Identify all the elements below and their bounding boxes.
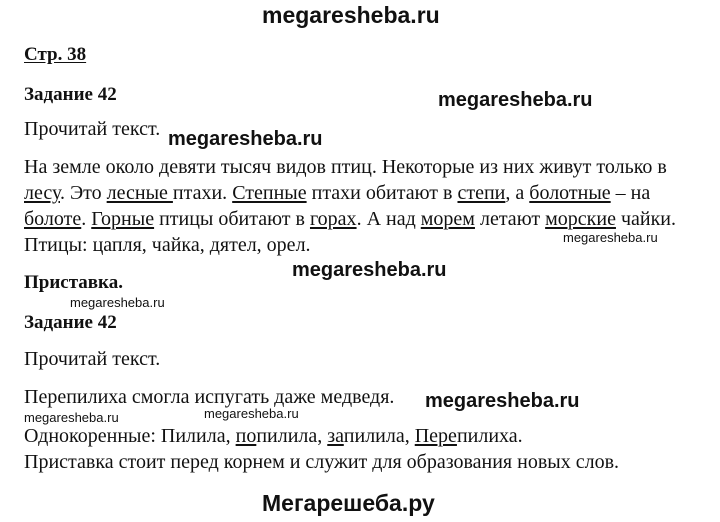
underlined-word: степи xyxy=(457,182,506,204)
underlined-word: горах xyxy=(309,208,357,230)
instruction-1: Прочитай текст. xyxy=(24,118,161,140)
text-run: пилила, xyxy=(256,425,328,447)
instruction-2: Прочитай текст. xyxy=(24,348,161,370)
watermark-mid-3: megaresheba.ru xyxy=(425,390,580,412)
paragraph-1-line-3 xyxy=(24,206,676,232)
paragraph-2-line-2 xyxy=(24,423,523,449)
watermark-small-1: megaresheba.ru xyxy=(563,230,658,245)
underlined-word: лесные xyxy=(106,182,173,204)
section-heading-prefix: Приставка. xyxy=(24,272,123,293)
page-label-text: Стр. 38 xyxy=(24,44,87,65)
watermark-inline-1: megaresheba.ru xyxy=(168,128,323,150)
underlined-word: Горные xyxy=(91,208,155,230)
text-run: летают xyxy=(474,208,546,230)
text-run: На земле около девяти тысяч видов птиц. Некоторые из них живут только в xyxy=(24,156,667,178)
task-title-1: Задание 42 xyxy=(24,84,117,105)
text-run: птахи обитают в xyxy=(306,182,458,204)
paragraph-2-line-1: Перепилиха смогла испугать даже медведя. xyxy=(24,386,395,408)
underlined-word: морем xyxy=(420,208,475,230)
watermark-small-4: megaresheba.ru xyxy=(204,406,299,421)
watermark-mid-1: megaresheba.ru xyxy=(438,89,593,111)
underlined-word: болоте xyxy=(24,208,82,230)
page-label xyxy=(24,44,86,66)
text-run: пилила, xyxy=(343,425,415,447)
text-run: . Это xyxy=(59,182,107,204)
text-run: Однокоренные: Пилила, xyxy=(24,425,236,447)
paragraph-2-line-3: Приставка стоит перед корнем и служит для образования новых слов. xyxy=(24,451,620,473)
text-run: чайки. xyxy=(615,208,677,230)
watermark-small-3: megaresheba.ru xyxy=(24,410,119,425)
underlined-word: лесу xyxy=(24,182,60,204)
text-run: птахи. xyxy=(172,182,233,204)
underlined-word: Степные xyxy=(232,182,307,204)
watermark-bottom: Мегарешеба.ру xyxy=(262,490,435,516)
underlined-word: по xyxy=(235,425,257,447)
text-run: , а xyxy=(505,182,530,204)
watermark-small-2: megaresheba.ru xyxy=(70,295,165,310)
underlined-word: морские xyxy=(545,208,616,230)
underlined-word: за xyxy=(327,425,344,447)
underlined-word: болотные xyxy=(529,182,611,204)
paragraph-1-line-1 xyxy=(24,154,676,180)
watermark-mid-2: megaresheba.ru xyxy=(292,259,447,281)
paragraph-1-line-2 xyxy=(24,180,676,206)
text-run: Птицы: цапля, чайка, дятел, орел. xyxy=(24,234,311,256)
task-title-2: Задание 42 xyxy=(24,312,117,333)
text-run: птицы обитают в xyxy=(154,208,310,230)
text-run: – на xyxy=(610,182,651,204)
text-run: пилиха. xyxy=(456,425,523,447)
text-run: . А над xyxy=(356,208,421,230)
underlined-word: Пере xyxy=(414,425,457,447)
watermark-top: megaresheba.ru xyxy=(262,2,440,28)
text-run: . xyxy=(81,208,92,230)
